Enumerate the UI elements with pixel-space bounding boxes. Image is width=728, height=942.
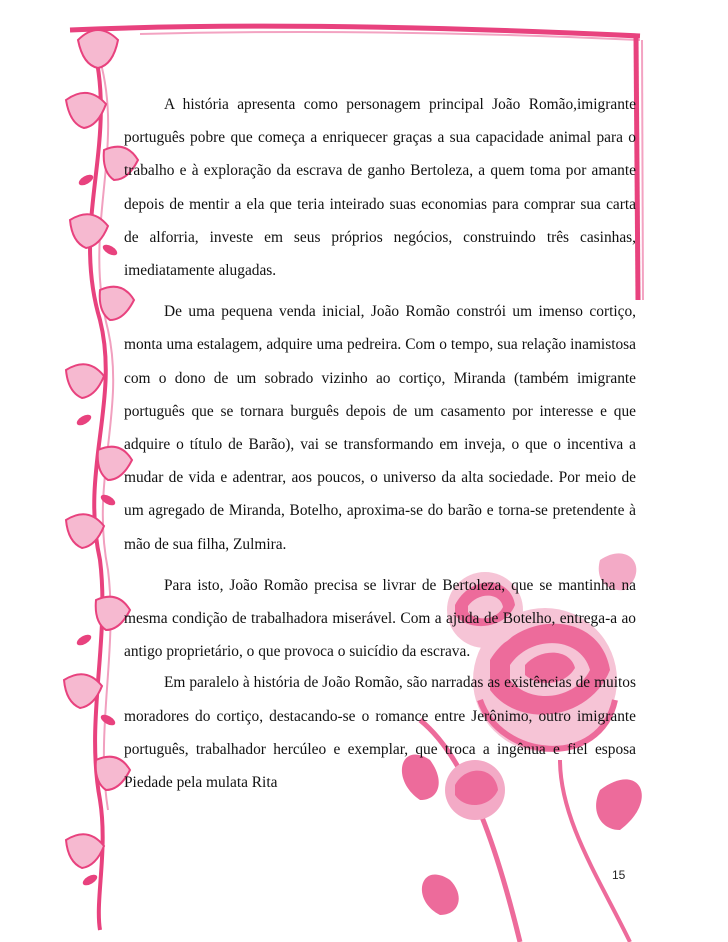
flower-bud (66, 364, 104, 398)
page-number: 15 (612, 868, 626, 882)
paragraph: Para isto, João Romão precisa se livrar de Bertoleza, que se mantinha na mesma condição de trabalhadora miserável. Com a ajuda de Botelho, entrega-a ao antigo proprietário, o que provoca o suicídio da escrava. (124, 576, 636, 661)
paragraph: Em paralelo à história de João Romão, são narradas as existências de muitos moradores do cortiço, destacando-se o romance entre Jerônimo, outro imigrante português, trabalhador hercúleo e exemplar, que troca a ingênua e fiel esposa Piedade pela mulata Rita (124, 674, 636, 792)
body-text (124, 88, 636, 799)
paragraph: A história apresenta como personagem principal João Romão,imigrante português pobre que começa a enriquecer graças a sua capacidade animal para o trabalho e à exploração da escrava de ganho Bertoleza, a quem toma por amante depois de mentir a ela que teria inteirado suas economias para comprar sua carta de alforria, investe em seus próprios negócios, construindo três casinhas, imediatamente alugadas. (124, 96, 636, 280)
flower-bud (66, 834, 104, 868)
flower-bud (78, 30, 118, 68)
flower-bud (70, 214, 108, 248)
paragraph: De uma pequena venda inicial, João Romão constrói um imenso cortiço, monta uma estalagem, adquire uma pedreira. Com o tempo, sua relação inamistosa com o dono de um sobrado vizinho ao cortiço, Miranda (também imigrante português que se tornara burguês depois de um casamento por interesse e que adquire o título de Barão), vai se transformando em inveja, o que o incentiva a mudar de vida e adentrar, aos poucos, o universo da alta sociedade. Por meio de um agregado de Miranda, Botelho, aproxima-se do barão e torna-se pretendente à mão de sua filha, Zulmira. (124, 303, 636, 553)
right-border-line (636, 36, 638, 300)
